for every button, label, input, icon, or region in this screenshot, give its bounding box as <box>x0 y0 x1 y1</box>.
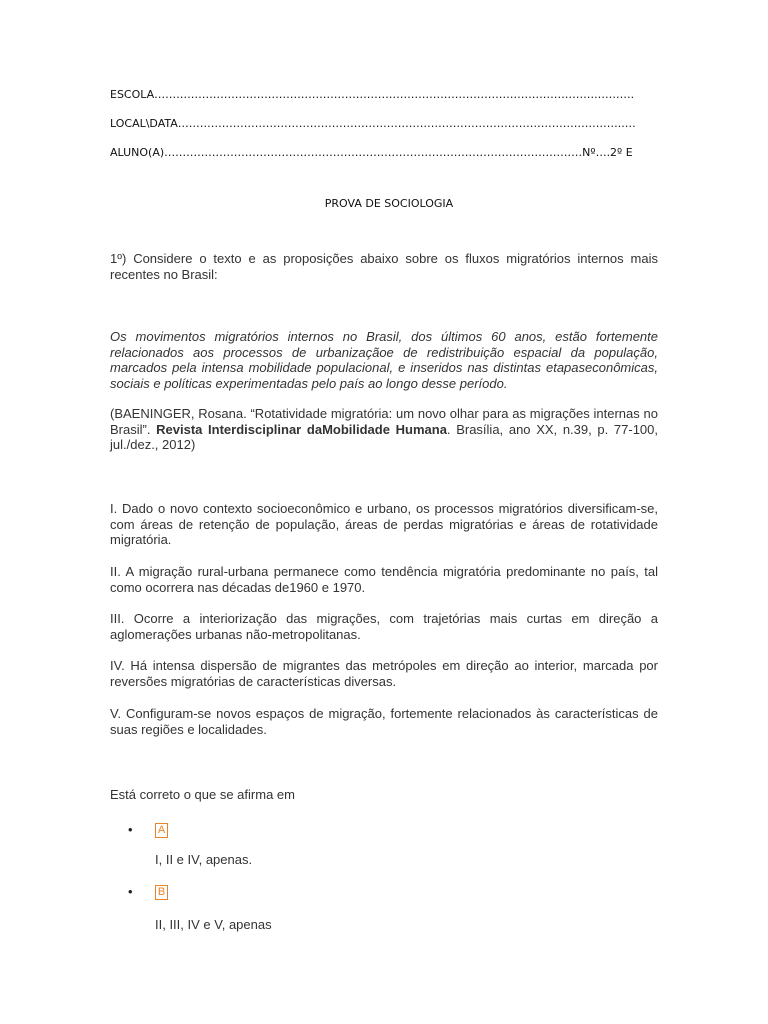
question-citation <box>110 406 658 453</box>
option-b-letter[interactable]: B <box>155 885 168 900</box>
citation-details: . Brasília, ano XX, n.39, p. 77-100, jul./dez., 2012) <box>110 421 659 452</box>
proposition-3: III. Ocorre a interiorização das migrações, com trajetórias mais curtas em direção a aglomerações urbanas não-metropolitanas. <box>110 611 658 642</box>
option-b-text[interactable]: II, III, IV e V, apenas <box>155 917 272 932</box>
option-a-text[interactable]: I, II e IV, apenas. <box>155 852 253 867</box>
proposition-4: IV. Há intensa dispersão de migrantes das metrópoles em direção ao interior, marcada por reversões migratórias de características diversas. <box>110 658 658 689</box>
option-bullet: • <box>128 822 133 837</box>
question-intro: 1º) Considere o texto e as proposições abaixo sobre os fluxos migratórios internos mais recentes no Brasil: <box>110 251 658 282</box>
proposition-5: V. Configuram-se novos espaços de migração, fortemente relacionados às características de suas regiões e localidades. <box>110 706 658 737</box>
header-escola: ESCOLA………………………………………………………………………………………………………….………. <box>110 88 635 101</box>
citation-text: (BAENINGER, Rosana. “Rotatividade migratória: um novo olhar para as migrações internas no Brasil”. <box>110 406 658 437</box>
header-local-data: LOCAL\DATA…………………………………………………………………………………………………………..… <box>110 117 636 130</box>
option-a-letter[interactable]: A <box>155 823 168 838</box>
question-prompt: Está correto o que se afirma em <box>110 787 295 802</box>
option-bullet: • <box>128 884 133 899</box>
page-title: PROVA DE SOCIOLOGIA <box>324 197 454 210</box>
question-quote: Os movimentos migratórios internos no Brasil, dos últimos 60 anos, estão fortemente relacionados aos processos de urbanizaçãoe de redistribuição espacial da população, marcados pela intensa mobilidade populacional, e inseridos nas distintas etapaseconômicas, sociais e políticas experimentadas pelo país ao longo desse período. <box>110 329 658 391</box>
header-aluno: ALUNO(A)……………………………………………………………………………………………………Nº….2º E <box>110 146 633 159</box>
proposition-2: II. A migração rural-urbana permanece como tendência migratória predominante no país, tal como ocorrera nas décadas de1960 e 1970. <box>110 564 658 595</box>
proposition-1: I. Dado o novo contexto socioeconômico e urbano, os processos migratórios diversificam-se, com áreas de retenção de população, áreas de perdas migratórias e áreas de rotatividade migratória. <box>110 501 658 547</box>
citation-journal: Revista Interdisciplinar daMobilidade Humana <box>156 421 447 437</box>
